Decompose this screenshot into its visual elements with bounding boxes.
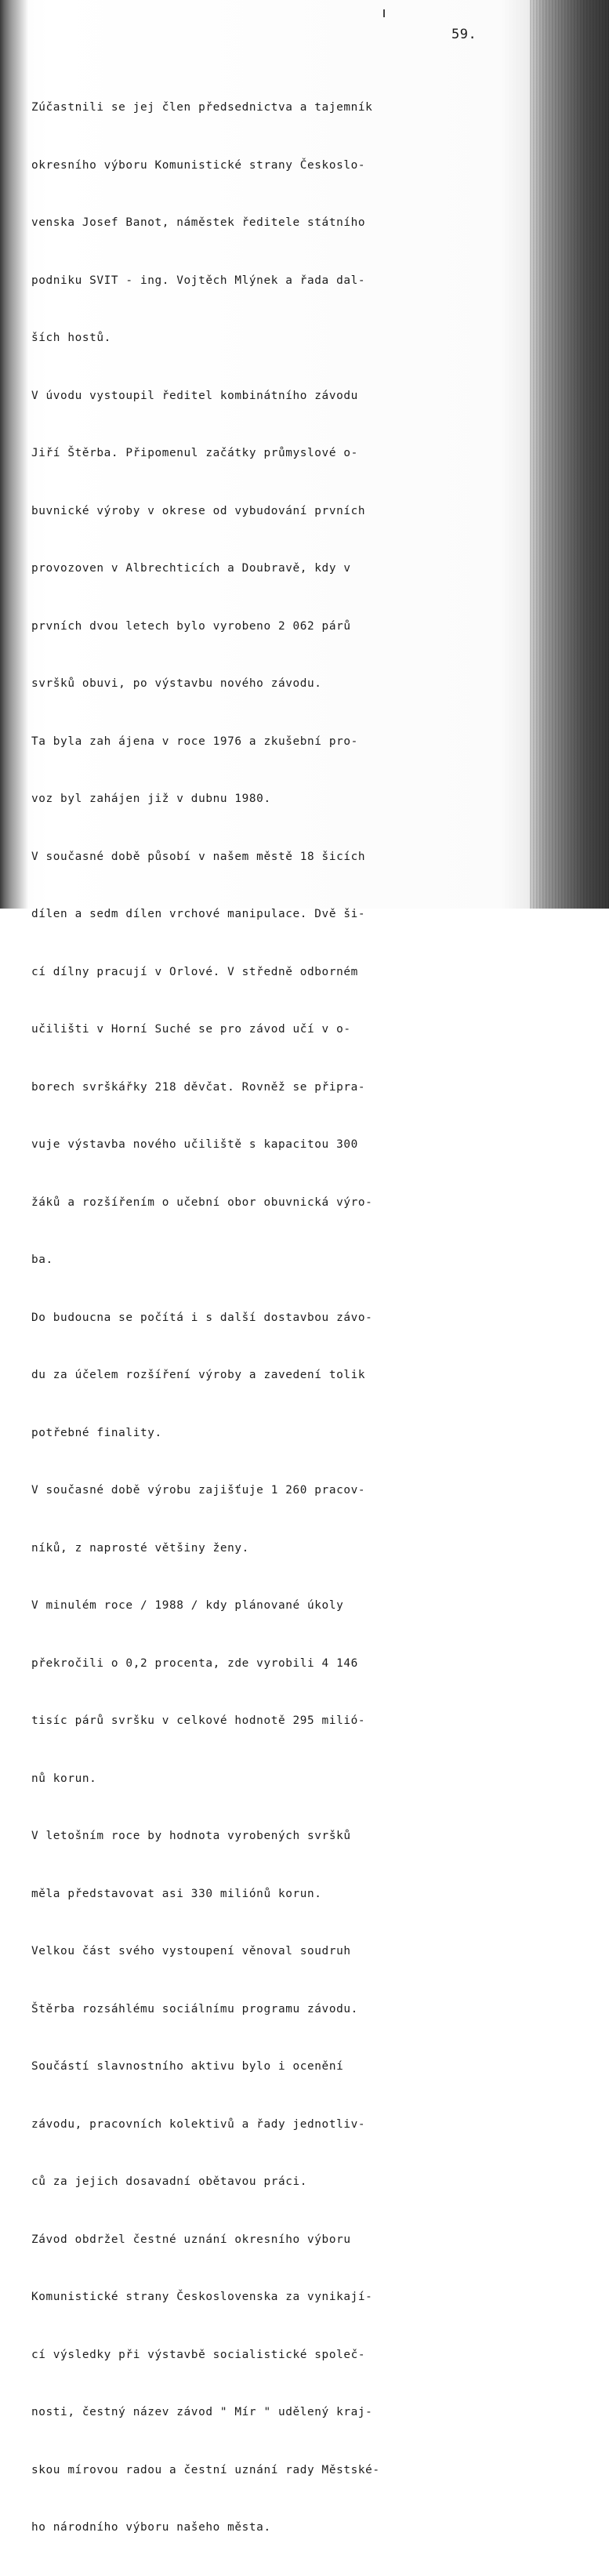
text-line: vuje výstavba nového učiliště s kapacitou 300 [31,1138,358,1151]
text-line: Velkou část svého vystoupení věnoval soudruh [31,1945,351,1957]
text-line: okresního výboru Komunistické strany Českoslo- [31,158,366,172]
text-line: prvních dvou letech bylo vyrobeno 2 062 párů [31,619,351,633]
text-line: Štěrba rozsáhlému sociálnímu programu závodu. [31,2002,358,2015]
text-line: Jiří Štěrba. Připomenul začátky průmyslové o- [31,447,358,459]
text-line: závodu, pracovních kolektivů a řady jednotliv- [31,2117,366,2131]
text-line: Součástí slavnostního aktivu bylo i ocenění [31,2060,344,2073]
text-line: podniku SVIT - ing. Vojtěch Mlýnek a řada dal- [31,274,366,287]
text-line: nosti, čestný název závod " Mír " udělený kraj- [31,2406,373,2418]
book-binding-edge [530,0,609,909]
text-line: překročili o 0,2 procenta, zde vyrobili 4 146 [31,1656,358,1670]
text-line: níků, z naprosté většiny ženy. [31,1541,249,1555]
document-text [31,60,400,2576]
text-line: nů korun. [31,1772,97,1785]
text-line: svršků obuvi, po výstavbu nového závodu. [31,677,322,690]
text-line: buvnické výroby v okrese od vybudování prvních [31,504,366,517]
text-line: V současné době působí v našem městě 18 šicích [31,850,366,863]
text-line: V současné době výrobu zajišťuje 1 260 pracov- [31,1484,366,1497]
text-line: V minulém roce / 1988 / kdy plánované úkoly [31,1599,344,1612]
text-line: potřebné finality. [31,1426,162,1439]
text-line: borech svrškářky 218 děvčat. Rovněž se připra- [31,1080,366,1094]
text-line: venska Josef Banot, náměstek ředitele státního [31,216,366,229]
tick-mark [383,9,385,17]
text-line: žáků a rozšířením o učební obor obuvnická výro- [31,1195,373,1209]
text-line: Komunistické strany Československa za vynikají- [31,2291,373,2303]
text-line: ho národního výboru našeho města. [31,2521,271,2534]
text-line: V letošním roce by hodnota vyrobených svršků [31,1830,351,1842]
page-number: 59. [451,27,477,42]
text-line: voz byl zahájen již v dubnu 1980. [31,793,271,805]
text-line: ců za jejich dosavadní obětavou práci. [31,2175,308,2188]
text-line: ba. [31,1254,53,1266]
text-line: tisíc párů svršku v celkové hodnotě 295 milió- [31,1714,366,1727]
text-line: dílen a sedm dílen vrchové manipulace. Dvě ši- [31,908,366,920]
text-line: Zúčastnili se jej člen předsednictva a tajemník [31,101,373,114]
text-line: skou mírovou radou a čestní uznání rady Městské- [31,2463,380,2476]
text-line: cí dílny pracují v Orlové. V středně odborném [31,965,358,978]
text-line: V úvodu vystoupil ředitel kombinátního závodu [31,389,358,402]
left-shadow [0,0,28,909]
text-line: Ta byla zah ájena v roce 1976 a zkušební pro- [31,735,358,748]
text-line: cí výsledky při výstavbě socialistické společ- [31,2348,366,2361]
text-line: du za účelem rozšíření výroby a zavedení tolik [31,1369,366,1381]
text-line: ších hostů. [31,332,111,344]
text-line: učilišti v Horní Suché se pro závod učí v o- [31,1023,351,1036]
text-line: provozoven v Albrechticích a Doubravě, kdy v [31,562,351,575]
text-line: Závod obdržel čestné uznání okresního výboru [31,2233,351,2246]
text-line: Do budoucna se počítá i s další dostavbou závo- [31,1311,373,1324]
text-line: měla představovat asi 330 miliónů korun. [31,1887,322,1900]
